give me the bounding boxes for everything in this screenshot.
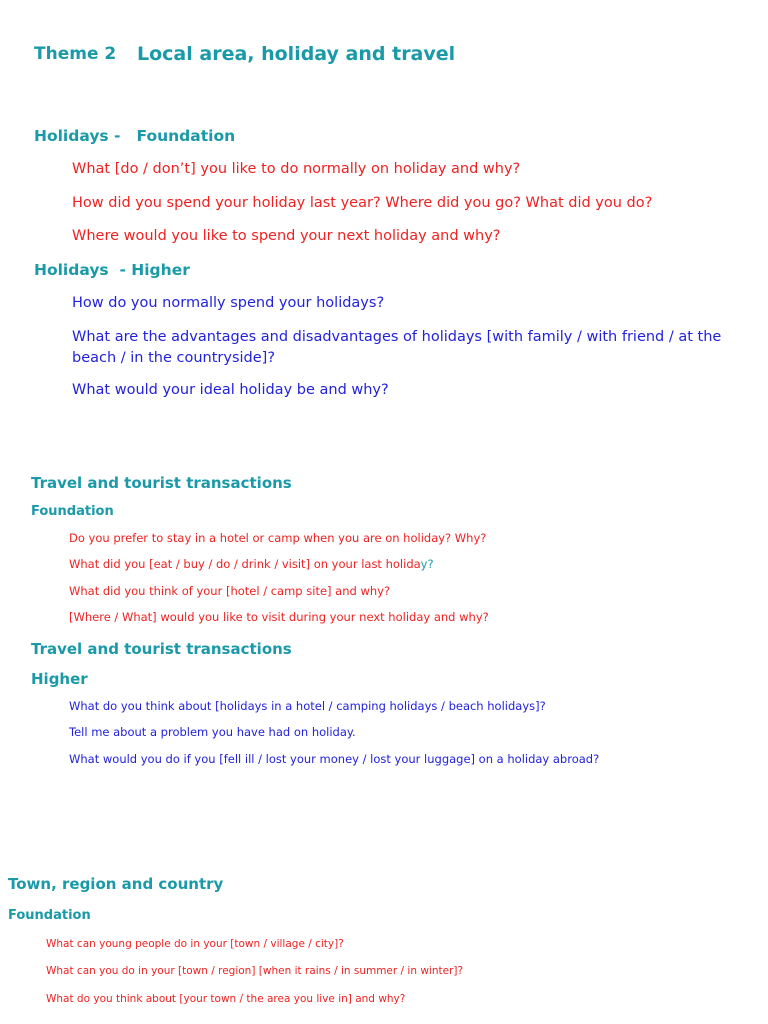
town-foundation-question: What do you think about [your town / the area you live in] and why?: [46, 993, 406, 1005]
theme-label: Theme 2: [34, 44, 117, 64]
holidays-foundation-question: What [do / don’t] you like to do normally on holiday and why?: [72, 161, 521, 177]
holidays-higher-heading: Holidays - Higher: [34, 261, 190, 279]
travel-higher-heading: Travel and tourist transactions: [31, 640, 292, 658]
travel-foundation-question: [Where / What] would you like to visit during your next holiday and why?: [69, 610, 489, 624]
travel-higher-question: What do you think about [holidays in a hotel / camping holidays / beach holidays]?: [69, 699, 546, 713]
holidays-foundation-question: How did you spend your holiday last year? Where did you go? What did you do?: [72, 195, 653, 211]
holidays-foundation-question: Where would you like to spend your next holiday and why?: [72, 228, 501, 244]
holidays-heading-label: Holidays -: [34, 127, 121, 145]
travel-foundation-question: What did you think of your [hotel / camp site] and why?: [69, 584, 391, 598]
foundation-heading-label: Foundation: [136, 127, 236, 145]
travel-foundation-heading: Travel and tourist transactions: [31, 474, 292, 492]
holidays-foundation-heading: [34, 127, 235, 145]
travel-higher-subheading: Higher: [31, 670, 88, 688]
holidays-higher-question: What are the advantages and disadvantages of holidays [with family / with friend / at the beach / in the countryside]?: [72, 329, 722, 366]
holidays-higher-question: How do you normally spend your holidays?: [72, 295, 385, 311]
travel-higher-question: Tell me about a problem you have had on holiday.: [69, 725, 356, 739]
town-foundation-heading: Town, region and country: [8, 875, 224, 893]
holidays-higher-question: What would your ideal holiday be and why?: [72, 382, 389, 398]
question-tail: y?: [420, 557, 434, 571]
travel-foundation-subheading: Foundation: [31, 504, 114, 519]
travel-foundation-question: Do you prefer to stay in a hotel or camp when you are on holiday? Why?: [69, 531, 487, 545]
town-foundation-subheading: Foundation: [8, 908, 91, 923]
theme-title: Local area, holiday and travel: [137, 43, 456, 65]
travel-foundation-question: What did you [eat / buy / do / drink / visit] on your last holida: [69, 557, 421, 571]
travel-foundation-question-wrap: [69, 557, 434, 571]
town-foundation-question: What can you do in your [town / region] [when it rains / in summer / in winter]?: [46, 965, 464, 977]
town-foundation-question: What can young people do in your [town / village / city]?: [46, 938, 344, 950]
travel-higher-question: What would you do if you [fell ill / lost your money / lost your luggage] on a holiday abroad?: [69, 752, 600, 766]
